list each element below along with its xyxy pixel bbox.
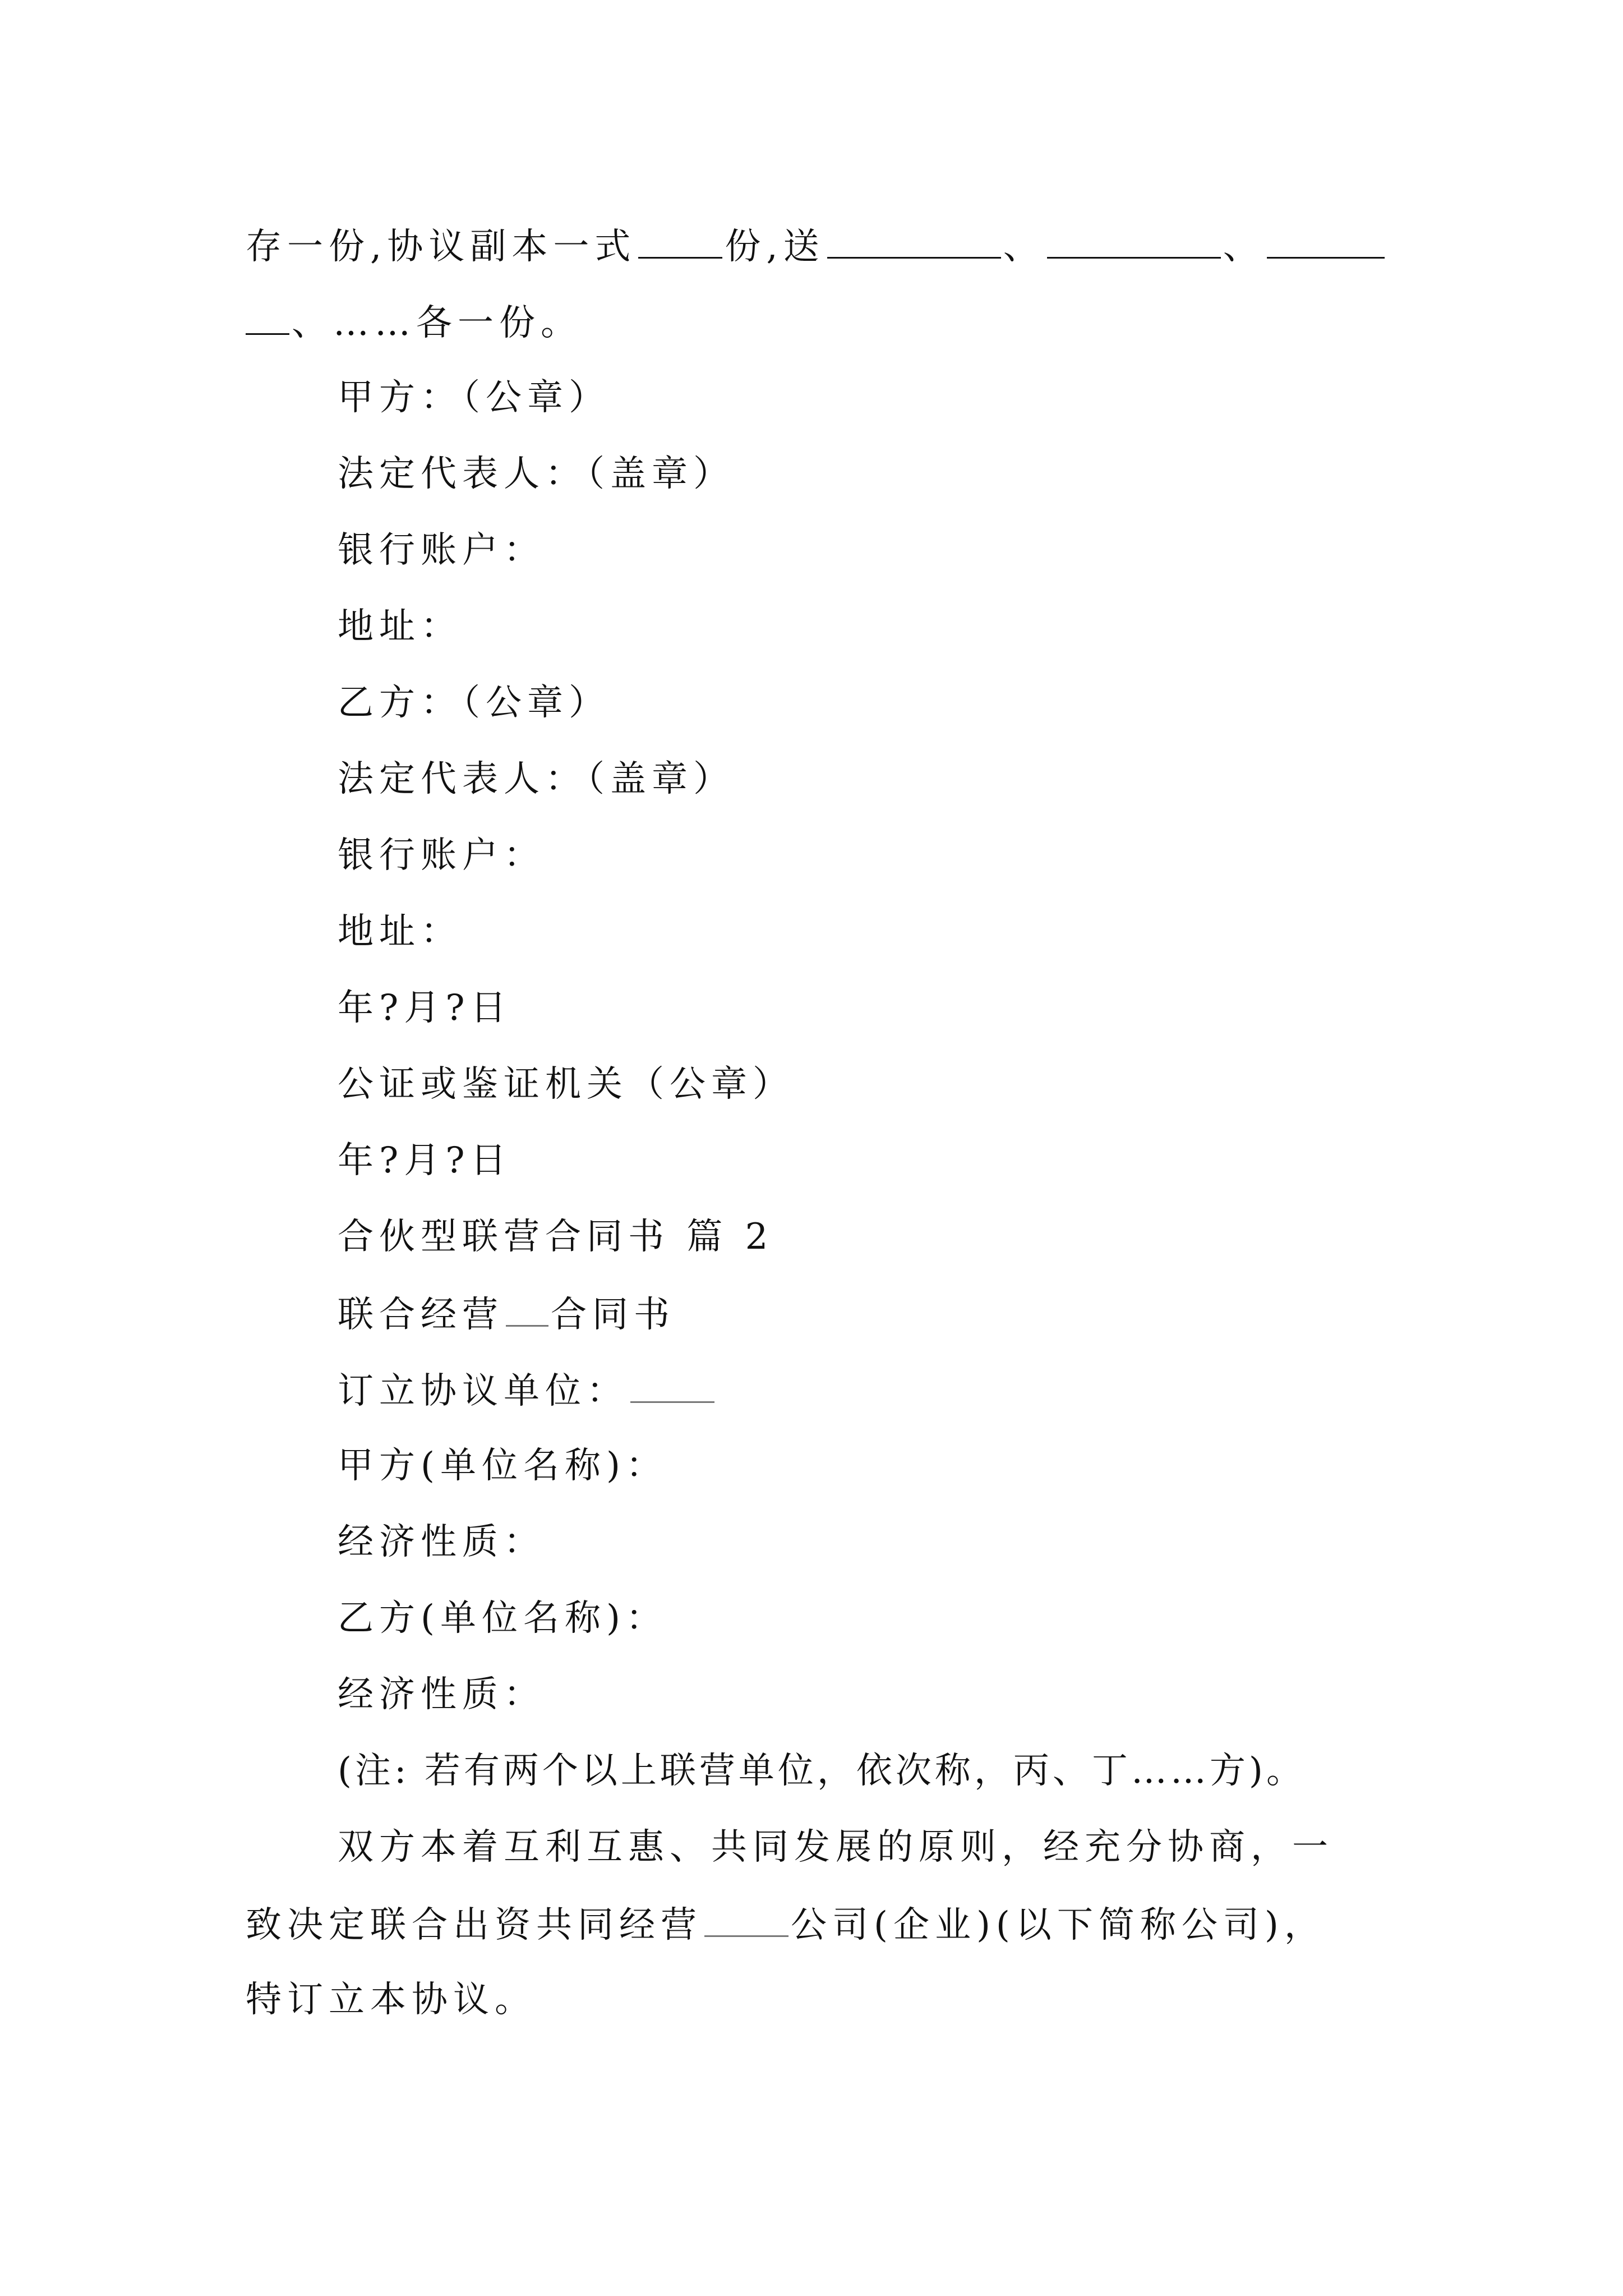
text-segment: 、 <box>1003 226 1045 268</box>
party-b-representative: 法定代表人：（盖章） <box>338 758 735 800</box>
text-segment: 订立协议单位： <box>338 1370 628 1412</box>
fill-blank <box>638 220 722 259</box>
fill-blank <box>827 220 1001 259</box>
section-heading: 合伙型联营合同书 篇 2 <box>338 1216 774 1258</box>
party-b-name: 乙方(单位名称)： <box>338 1598 667 1639</box>
text-segment: 合同书 <box>551 1294 675 1336</box>
fill-blank <box>704 1898 789 1937</box>
date-line: 年?月?日 <box>338 1140 512 1181</box>
text-segment: 联合经营 <box>338 1294 504 1336</box>
text-segment: 存一份,协议副本一式 <box>246 226 637 268</box>
party-b-seal: 乙方：（公章） <box>338 682 610 724</box>
body-paragraph-line: 特订立本协议。 <box>246 1979 536 2021</box>
party-b-address: 地址： <box>338 911 462 953</box>
text-segment: 致决定联合出资共同经营 <box>246 1904 702 1946</box>
date-line: 年?月?日 <box>338 987 512 1029</box>
text-segment: 份,送 <box>725 226 825 268</box>
body-paragraph-line: 双方本着互利互惠、共同发展的原则，经充分协商，一 <box>338 1826 1334 1868</box>
note-line: (注: 若有两个以上联营单位，依次称，丙、丁……方)。 <box>338 1750 1306 1792</box>
party-a-seal: 甲方：（公章） <box>338 377 610 418</box>
notary-seal: 公证或鉴证机关（公章） <box>338 1064 794 1105</box>
party-a-representative: 法定代表人：（盖章） <box>338 453 735 495</box>
fill-blank <box>1047 220 1221 259</box>
body-paragraph-line <box>246 1898 1326 1954</box>
signing-parties <box>338 1364 717 1420</box>
fill-blank <box>630 1364 714 1403</box>
contract-title <box>338 1288 675 1344</box>
fill-blank <box>506 1288 548 1327</box>
party-a-nature: 经济性质： <box>338 1521 545 1563</box>
party-a-bank-account: 银行账户： <box>338 530 545 571</box>
fill-blank <box>246 296 289 335</box>
text-line-copies <box>246 220 1387 276</box>
fill-blank <box>1267 220 1385 259</box>
party-b-bank-account: 银行账户： <box>338 835 545 876</box>
party-b-nature: 经济性质： <box>338 1674 545 1715</box>
text-segment: 、……各一份。 <box>292 302 582 344</box>
text-segment: 、 <box>1223 226 1265 268</box>
party-a-address: 地址： <box>338 606 462 647</box>
text-line-copies-cont <box>246 296 582 352</box>
party-a-name: 甲方(单位名称)： <box>338 1445 667 1487</box>
text-segment: 公司(企业)(以下简称公司)， <box>791 1904 1326 1946</box>
